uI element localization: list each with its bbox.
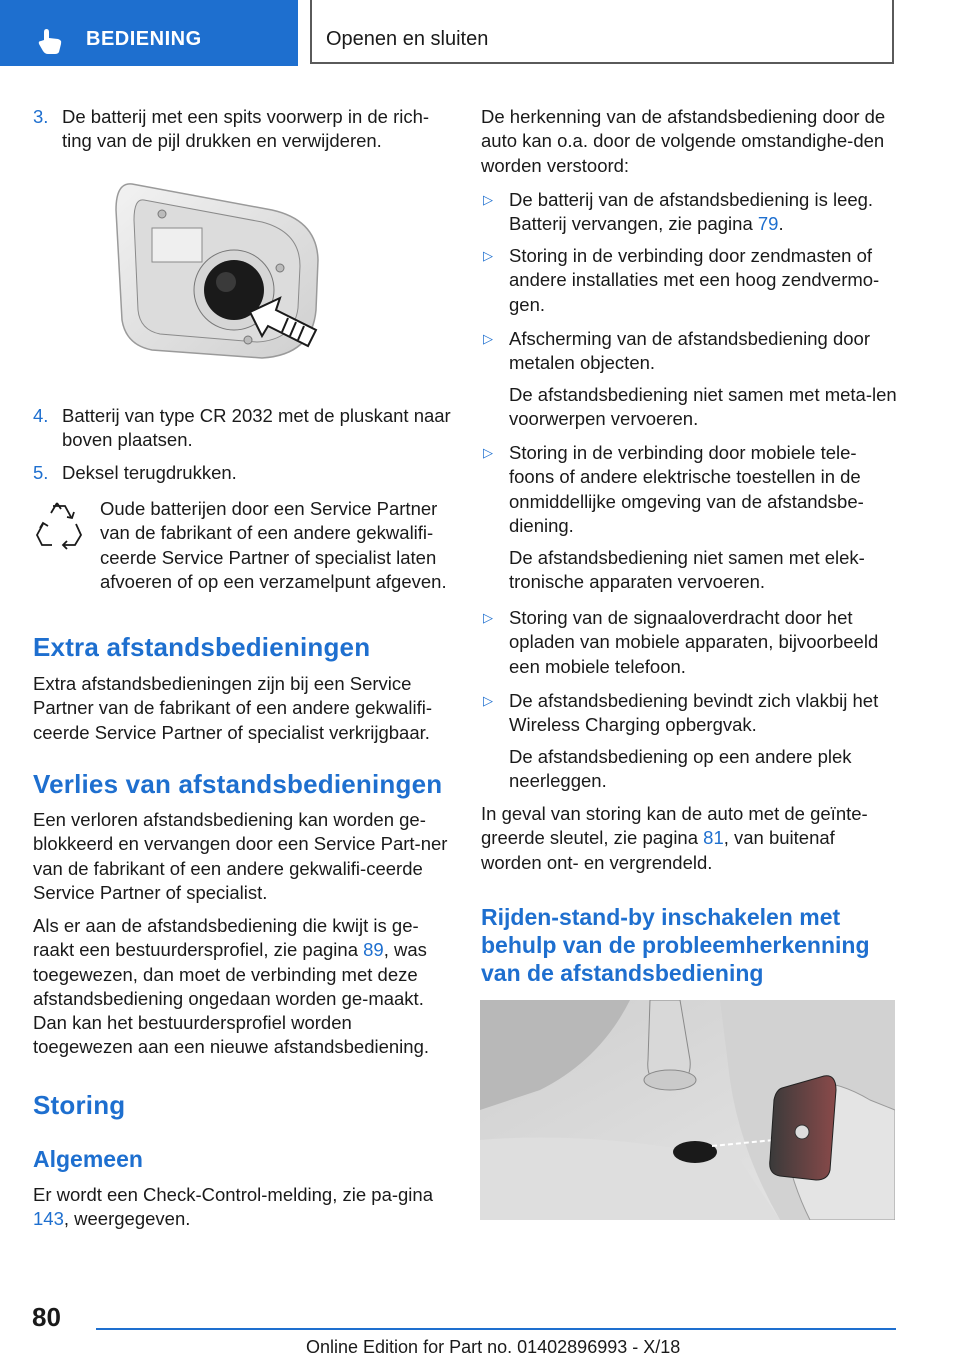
- page-link-143[interactable]: 143: [33, 1208, 64, 1230]
- right-intro: De herkenning van de afstandsbediening door de auto kan o.a. door de volgende omstandighe-den worden verstoord:: [481, 106, 886, 176]
- storing-text-b: , weergegeven.: [63, 1208, 191, 1230]
- verlies-p2: [33, 914, 453, 1060]
- heading-rijden-stand-by: Rijden-stand-by inschakelen met behulp van de probleemherkenning van de afstandsbediening: [481, 904, 870, 986]
- footer-divider: [96, 1328, 896, 1330]
- bullet-text: De batterij van de afstandsbediening is leeg. Batterij vervangen, zie pagina 79.: [509, 189, 874, 235]
- bullet-item: [0, 188, 960, 238]
- bullet-triangle-icon: ▷: [483, 192, 493, 207]
- verlies-p1: Een verloren afstandsbediening kan worden ge-blokkeerd en vervangen door een Service Part-ner van de fabrikant of een andere gekwalifi-ceerde Service Partner of specialist.: [33, 809, 448, 903]
- hand-pointer-icon: [36, 26, 66, 56]
- page-link-79[interactable]: 79: [757, 213, 779, 235]
- section-tab[interactable]: [0, 0, 298, 66]
- bullet-text: Storing in de verbinding door mobiele tele-foons of andere elektrische toestellen in de onmiddellijke omgeving van de afstandsbe-diening.: [509, 442, 864, 536]
- bullet-item: [0, 606, 960, 686]
- bullet-triangle-icon: ▷: [483, 331, 493, 346]
- bullet-item: [0, 441, 960, 601]
- verlies-p2-b: , was toegewezen, dan moet de verbinding met deze afstandsbediening ongedaan worden ge-maakt. Dan kan het bestuurdersprofiel worden toegewezen aan een nieuwe afstandsbediening.: [33, 939, 430, 1058]
- bullet-subtext: De afstandsbediening op een andere plek neerleggen.: [509, 746, 852, 792]
- step-3: [0, 105, 470, 155]
- step-text: De batterij met een spits voorwerp in de rich-ting van de pijl drukken en verwijderen.: [62, 106, 430, 152]
- recycle-note-text: Oude batterijen door een Service Partner van de fabrikant of een andere gekwalifi-ceerde Service Partner of specialist laten afvoeren of op een verzamelpunt afgeven.: [100, 498, 447, 592]
- storing-text: [33, 1183, 453, 1232]
- section-label: BEDIENING: [86, 28, 202, 50]
- bullet-text: Afscherming van de afstandsbediening door metalen objecten.: [509, 328, 870, 374]
- bullet-triangle-icon: ▷: [483, 693, 493, 708]
- step-number: 5.: [33, 462, 49, 483]
- bullet-text: De afstandsbediening bevindt zich vlakbij het Wireless Charging opbergvak.: [509, 690, 879, 736]
- bullet-triangle-icon: ▷: [483, 445, 493, 460]
- step-number: 4.: [33, 405, 49, 426]
- bullet-triangle-icon: ▷: [483, 610, 493, 625]
- bullet-subtext: De afstandsbediening niet samen met elek-tronische apparaten vervoeren.: [509, 547, 865, 593]
- car-interior-illustration: [480, 1000, 895, 1220]
- page-link-81[interactable]: 81: [703, 827, 724, 849]
- bullet-subtext: De afstandsbediening niet samen met meta-len voorwerpen vervoeren.: [509, 384, 897, 430]
- edition-text: Online Edition for Part no. 01402896993 - X/18: [306, 1337, 681, 1357]
- step-text: Batterij van type CR 2032 met de pluskant naar boven plaatsen.: [62, 405, 451, 451]
- bullet-text: Storing van de signaaloverdracht door het opladen van mobiele apparaten, bijvoorbeeld een mobiele telefoon.: [509, 607, 879, 677]
- bullet-item: [0, 327, 960, 432]
- heading-storing: Storing: [33, 1090, 126, 1120]
- page-number: 80: [32, 1302, 61, 1332]
- step-number: 3.: [33, 106, 49, 127]
- bullet-item: [0, 244, 960, 319]
- heading-extra: Extra afstandsbedieningen: [33, 632, 371, 662]
- storing-text-a: Er wordt een Check-Control-melding, zie pa-gina: [33, 1184, 433, 1205]
- bullet-item: [0, 689, 960, 799]
- verlies-p2-a: Als er aan de afstandsbediening die kwijt is ge-raakt een bestuurdersprofiel, zie pagina: [33, 915, 419, 961]
- heading-verlies: Verlies van afstandsbedieningen: [33, 769, 443, 799]
- extra-text: Extra afstandsbedieningen zijn bij een Service Partner van de fabrikant of een andere gekwalifi-ceerde Service Partner of specialist verkrijgbaar.: [33, 673, 433, 743]
- chapter-header: [310, 0, 894, 64]
- bullet-text: Storing in de verbinding door zendmasten of andere installaties met een hoog zendvermo-gen.: [509, 245, 880, 315]
- step-text: Deksel terugdrukken.: [62, 462, 237, 483]
- bullet-triangle-icon: ▷: [483, 248, 493, 263]
- page-link-89[interactable]: 89: [363, 939, 384, 961]
- subheading-algemeen: Algemeen: [33, 1146, 143, 1172]
- right-closing: In geval van storing kan de auto met de geïnte-greerde sleutel, zie pagina 81, van buitenaf worden ont- en vergrendeld.: [481, 803, 868, 873]
- chapter-title: Openen en sluiten: [326, 28, 489, 50]
